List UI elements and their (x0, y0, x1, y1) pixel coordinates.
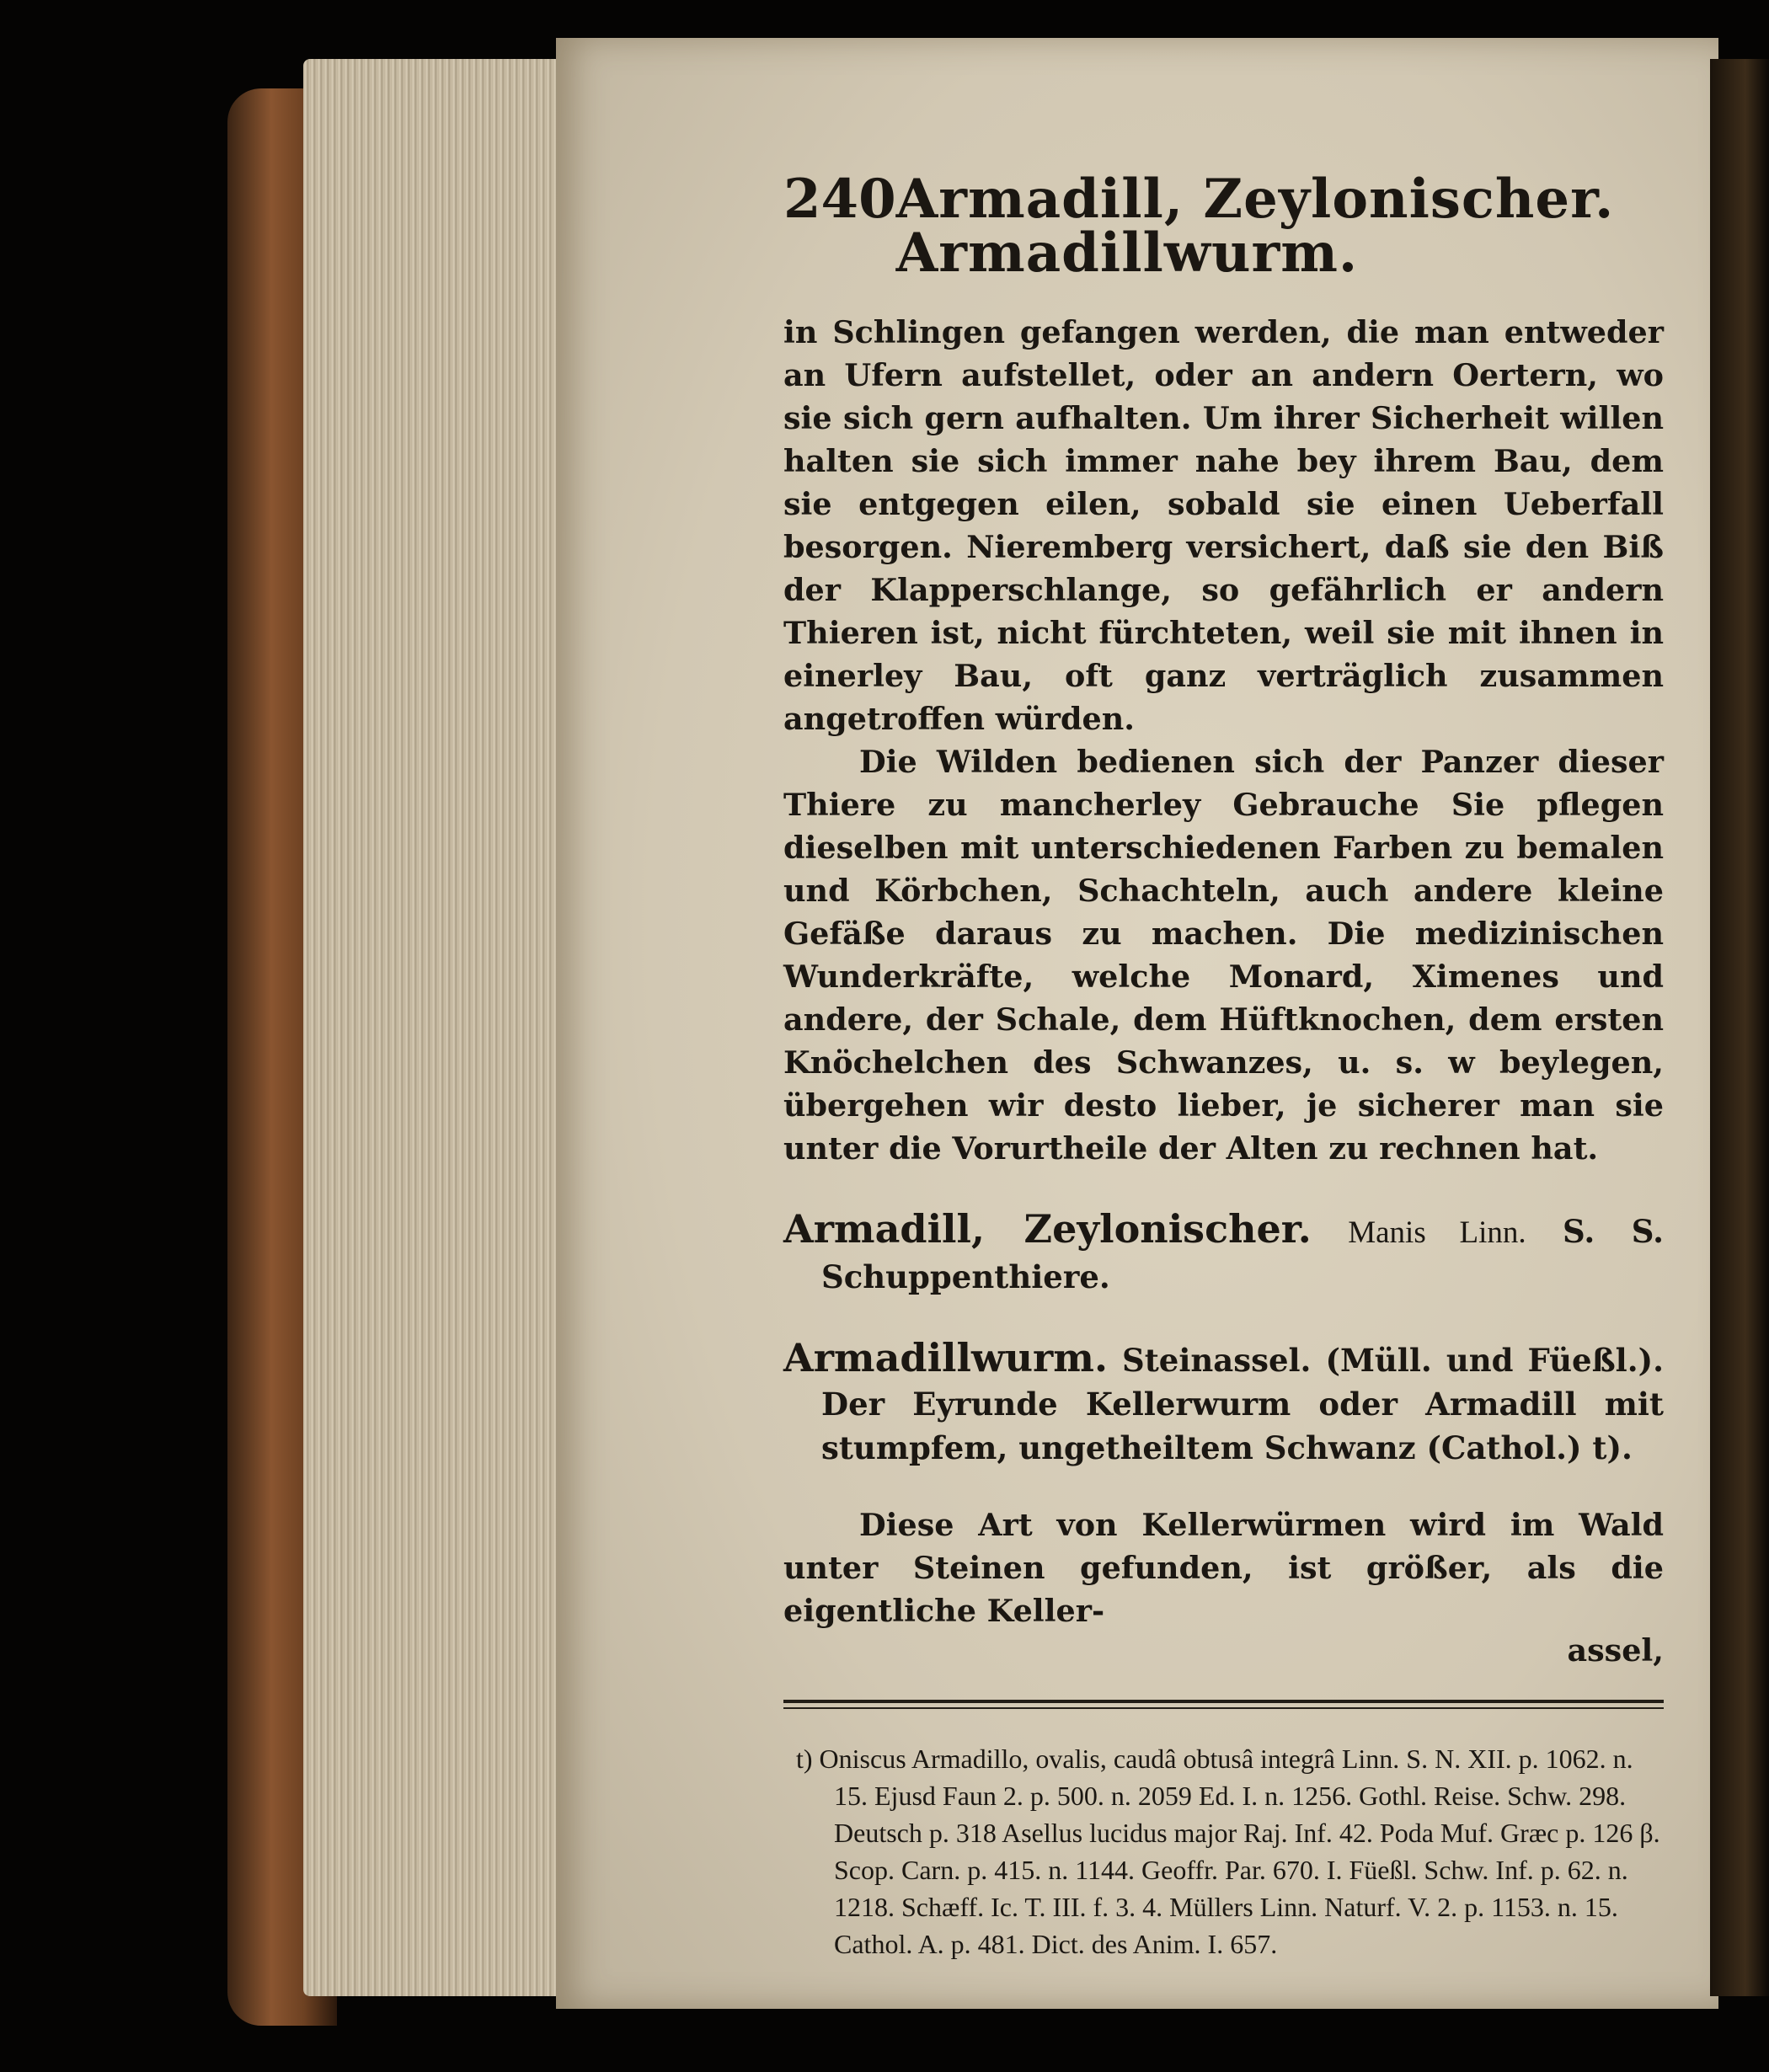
page-number: 240 (783, 168, 896, 231)
entry-headword: Armadillwurm. (783, 1335, 1108, 1380)
facing-page-edge (1710, 59, 1769, 1996)
body-text (783, 311, 1664, 1170)
running-header (783, 168, 1664, 285)
paragraph-2: Die Wilden bedienen sich der Panzer dieser Thiere zu mancherley Gebrauche Sie pflegen dieselben mit unterschiedenen Farben zu bemalen und Körbchen, Schachteln, auch andere kleine Gefäße daraus zu machen. Die medizinischen Wunderkräfte, welche Monard, Ximenes und andere, der Schale, dem Hüftknochen, dem ersten Knöchelchen des Schwanzes, u. s. w beylegen, übergehen wir desto lieber, je sicherer man sie unter die Vorurtheile der Alten zu rechnen hat. (783, 744, 1664, 1167)
entry-armadill-zeylonischer (783, 1207, 1664, 1299)
body-text-final (783, 1503, 1664, 1632)
entry-text: Steinassel. (Müll. und Füeßl.). Der Eyrunde Kellerwurm oder Armadill mit stumpfem, ungetheiltem Schwanz (Cathol.) t). (821, 1342, 1664, 1466)
paragraph-1: in Schlingen gefangen werden, die man entweder an Ufern aufstellet, oder an andern Oertern, wo sie sich gern aufhalten. Um ihrer Sicherheit willen halten sie sich immer nahe bey ihrem Bau, dem sie entgegen eilen, sobald sie einen Ueberfall besorgen. Nieremberg versichert, daß sie den Biß der Klapperschlange, so gefährlich er andern Thieren ist, nicht fürchteten, weil sie mit ihnen in einerley Bau, oft ganz verträglich zusammen angetroffen würden. (783, 314, 1664, 737)
page-content (783, 168, 1664, 1963)
footnote: t) Oniscus Armadillo, ovalis, caudâ obtusâ integrâ Linn. S. N. XII. p. 1062. n. 15. Ejusd Faun 2. p. 500. n. 2059 Ed. I. n. 1256. Gothl. Reise. Schw. 298. Deutsch p. 318 Asellus lucidus major Raj. Inf. 42. Poda Muf. Græc p. 126 β. Scop. Carn. p. 415. n. 1144. Geoffr. Par. 670. I. Füeßl. Schw. Inf. p. 62. n. 1218. Schæff. Ic. T. III. f. 3. 4. Müllers Linn. Naturf. V. 2. p. 1153. n. 15. Cathol. A. p. 481. Dict. des Anim. I. 657. (796, 1744, 1660, 1959)
footnote-rule (783, 1700, 1664, 1703)
entry-armadillwurm (783, 1336, 1664, 1470)
entry-headword: Armadill, Zeylonischer. (783, 1206, 1312, 1252)
entry-text: S. S. Schuppenthiere. (821, 1213, 1664, 1295)
paragraph-3: Diese Art von Kellerwürmen wird im Wald unter Steinen gefunden, ist größer, als die eigentliche Keller- (783, 1507, 1664, 1629)
page-stack (303, 59, 573, 1996)
catchword: assel, (1567, 1632, 1664, 1669)
entry-latin: Manis Linn. (1348, 1215, 1526, 1250)
running-title: Armadill, Zeylonischer. Armadillwurm. (895, 168, 1615, 285)
